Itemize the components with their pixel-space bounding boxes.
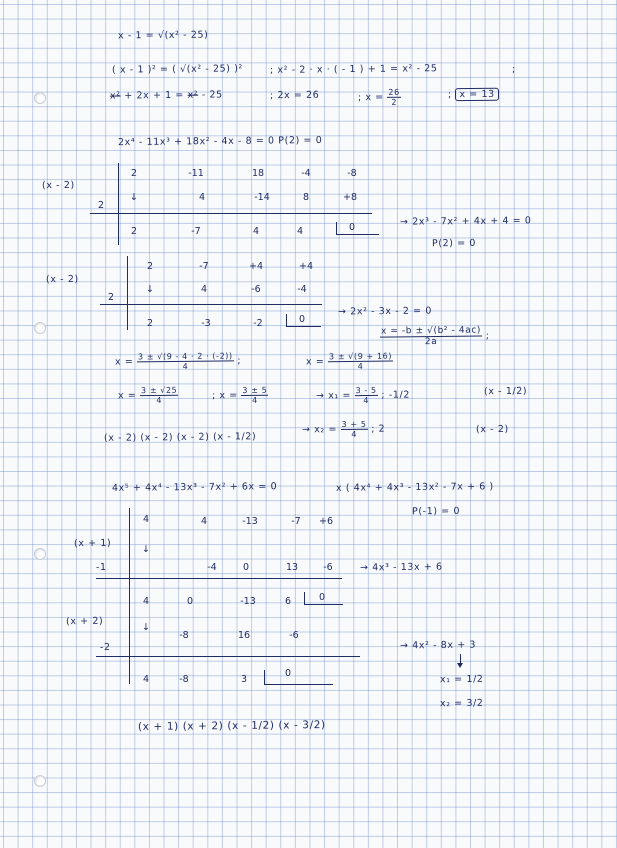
ruffini2-horizontal-rule — [100, 304, 322, 305]
eq3-factored: x ( 4x⁴ + 4x³ - 13x² - 7x + 6 ) — [335, 481, 494, 494]
fraction — [137, 351, 234, 371]
step-lead: x = — [114, 356, 134, 368]
ruffini2-product: ↓ — [146, 284, 154, 295]
ruffini3-coeff: -13 — [242, 516, 258, 527]
ruffini3-coeff: -7 — [291, 516, 301, 527]
step-lead: → x₁ = — [315, 390, 352, 402]
factor-x2: (x - 2) — [475, 423, 509, 436]
fraction-numerator: 3 ± √25 — [140, 385, 178, 396]
ruffini3-result: 6 — [284, 596, 292, 607]
ruffini4-result: 3 — [240, 674, 248, 685]
root-x1 — [316, 386, 410, 406]
fraction-denominator: 4 — [252, 395, 258, 405]
quadratic-step1: x = $\frac{3 \pm √(9 - 4 \cdot 2 \cdot (-2))}{4}$ ; — [114, 351, 242, 371]
ruffini3-product: ↓ — [142, 544, 150, 555]
ruffini3-result: 4 — [142, 596, 150, 607]
ruffini1-coeff: 2 — [130, 168, 138, 179]
ruffini4-result: 4 — [142, 674, 150, 685]
down-arrow-icon — [460, 654, 461, 666]
eq3-equation: 4x⁵ + 4x⁴ - 13x³ - 7x² + 6x = 0 — [111, 481, 278, 494]
fraction-numerator: 26 — [388, 87, 400, 97]
ruffini4-product: 16 — [237, 630, 251, 641]
ruffini3-coeff: 4 — [142, 514, 150, 525]
step-lead: ; x = — [211, 390, 238, 402]
eq1-line2c: ; — [511, 63, 516, 76]
ruffini3-product: 0 — [242, 562, 250, 573]
ruffini3-coeff: 4 — [200, 516, 208, 527]
eq1-line3d — [358, 88, 401, 107]
punch-hole — [34, 322, 46, 334]
fraction-denominator: 4 — [357, 361, 364, 371]
ruffini1-product: 4 — [198, 192, 206, 203]
root-x1: x₁ = 1/2 — [439, 673, 484, 686]
eq1-line2b: ; x² - 2 · x · ( - 1 ) + 1 = x² - 25 — [269, 63, 438, 76]
ruffini2-product: 4 — [200, 284, 208, 295]
fraction — [387, 88, 401, 107]
ruffini3-horizontal-rule — [96, 578, 342, 579]
fraction-numerator: 3 ± √(9 + 16) — [328, 351, 393, 362]
ruffini4-factor: (x + 2) — [65, 615, 104, 628]
ruffini1-product: 8 — [302, 192, 310, 203]
eq1-line2a: ( x - 1 )² = ( √(x² - 25) )² — [111, 63, 243, 76]
eq1-x-equals: ; x = — [357, 91, 384, 104]
ruffini2-coeff: +4 — [298, 261, 313, 272]
step-lead: → x₂ = — [301, 424, 338, 436]
ruffini1-coeff: -4 — [301, 168, 311, 179]
ruffini2-coeff: +4 — [248, 261, 263, 272]
ruffini2-result: -2 — [253, 318, 263, 329]
eq1-line3c: ; 2x = 26 — [269, 89, 320, 102]
ruffini2-coeff: -7 — [199, 261, 209, 272]
step-lead: x = — [117, 390, 137, 402]
ruffini1-result: 2 — [130, 226, 138, 237]
ruffini4-quotient: → 4x² - 8x + 3 — [399, 639, 477, 652]
eq1-line3 — [110, 89, 223, 101]
ruffini1-product: ↓ — [130, 192, 138, 203]
quadratic-step2 — [306, 352, 393, 372]
punch-hole — [34, 775, 46, 787]
cancelled-term: x² — [109, 90, 121, 102]
fraction-numerator: 3 ± √(9 - 4 · 2 · (-2)) — [137, 351, 233, 362]
ruffini3-product: 13 — [285, 562, 299, 573]
ruffini2-product: -4 — [297, 284, 307, 295]
fraction — [241, 386, 268, 405]
ruffini1-result: 4 — [296, 226, 304, 237]
eq3-final-factorization: (x + 1) (x + 2) (x - 1/2) (x - 3/2) — [137, 719, 326, 733]
ruffini1-horizontal-rule — [90, 213, 372, 214]
ruffini2-quotient: → 2x² - 3x - 2 = 0 — [337, 305, 433, 318]
root-value: ; -1/2 — [381, 389, 411, 401]
ruffini3-quotient: → 4x³ - 13x + 6 — [359, 561, 443, 574]
ruffini2-root: 2 — [107, 291, 115, 304]
ruffini1-coeff: 18 — [251, 168, 265, 179]
eq1-line3a: + 2x + 1 = — [124, 89, 184, 102]
ruffini2-vertical-rule — [127, 256, 128, 330]
ruffini4-root: -2 — [99, 641, 111, 654]
factor-x1: (x - 1/2) — [483, 385, 528, 398]
fraction-denominator: 4 — [182, 361, 189, 371]
fraction-numerator: 3 - 5 — [355, 385, 377, 396]
fraction-denominator: 4 — [363, 395, 370, 405]
boxed-answer: x = 13 — [455, 88, 498, 101]
ruffini1-factor: (x - 2) — [41, 179, 75, 192]
fraction-denominator: 2 — [391, 97, 398, 107]
ruffini3-root: -1 — [95, 561, 107, 574]
ruffini2-result: 2 — [146, 318, 154, 329]
fraction-numerator: x = -b ± √(b² - 4ac) — [380, 325, 482, 337]
ruffini1-product: +8 — [342, 192, 357, 203]
ruffini3-remainder: 0 — [318, 592, 326, 603]
eq2-final-factorization: (x - 2) (x - 2) (x - 2) (x - 1/2) — [103, 431, 257, 444]
ruffini4-remainder: 0 — [284, 668, 292, 679]
fraction-numerator: 3 + 5 — [341, 419, 367, 430]
eq1-line1: x - 1 = √(x² - 25) — [117, 29, 209, 42]
ruffini1-check: P(2) = 0 — [431, 237, 477, 250]
eq1-answer: ; x = 13 — [448, 89, 499, 101]
ruffini4-result: -8 — [179, 674, 189, 685]
root-x2 — [302, 420, 385, 440]
punch-hole — [34, 548, 46, 560]
ruffini2-remainder: 0 — [298, 314, 306, 325]
root-value: ; 2 — [371, 423, 386, 435]
ruffini4-product: ↓ — [142, 622, 150, 633]
eq2-equation: 2x⁴ - 11x³ + 18x² - 4x - 8 = 0 P(2) = 0 — [117, 134, 323, 149]
fraction-numerator: 3 ± 5 — [242, 385, 268, 395]
fraction — [341, 420, 368, 439]
ruffini1-result: 4 — [252, 226, 260, 237]
ruffini2-factor: (x - 2) — [45, 273, 79, 286]
ruffini2-coeff: 2 — [146, 261, 154, 272]
ruffini3-result: 0 — [186, 596, 194, 607]
ruffini4-product: -6 — [289, 630, 299, 641]
ruffini1-coeff: -11 — [188, 168, 204, 179]
fraction — [140, 386, 179, 405]
root-x2: x₂ = 3/2 — [439, 697, 484, 710]
ruffini2-result: -3 — [201, 318, 211, 329]
eq3-check: P(-1) = 0 — [411, 505, 461, 518]
ruffini1-root: 2 — [97, 199, 105, 212]
step-lead: x = — [305, 356, 325, 368]
quadratic-formula: $\frac{\text{x = -b ± √(b² - 4ac)}}{2a}$ ; — [380, 325, 490, 348]
ruffini3-coeff: +6 — [318, 516, 333, 527]
cancelled-term: x² — [187, 89, 199, 101]
quadratic-step4 — [212, 386, 269, 406]
fraction-denominator: 2a — [424, 336, 438, 348]
ruffini1-remainder: 0 — [348, 222, 356, 233]
punch-hole — [34, 92, 46, 104]
fraction — [328, 352, 393, 372]
ruffini2-product: -6 — [251, 284, 261, 295]
ruffini3-product: -6 — [323, 562, 333, 573]
ruffini1-product: -14 — [254, 192, 270, 203]
ruffini1-coeff: -8 — [347, 168, 357, 179]
fraction-denominator: 4 — [351, 429, 358, 439]
ruffini3-factor: (x + 1) — [73, 537, 112, 550]
ruffini1-quotient: → 2x³ - 7x² + 4x + 4 = 0 — [399, 215, 532, 228]
fraction — [355, 386, 378, 405]
ruffini3-product: -4 — [207, 562, 217, 573]
quadratic-step3 — [118, 386, 179, 406]
ruffini4-product: -8 — [179, 630, 189, 641]
eq1-line3b: - 25 — [201, 89, 223, 101]
ruffini1-result: -7 — [191, 226, 201, 237]
fraction-denominator: 4 — [156, 395, 163, 405]
ruffini3-result: -13 — [240, 596, 256, 607]
fraction — [380, 326, 482, 348]
ruffini4-horizontal-rule — [96, 656, 360, 657]
